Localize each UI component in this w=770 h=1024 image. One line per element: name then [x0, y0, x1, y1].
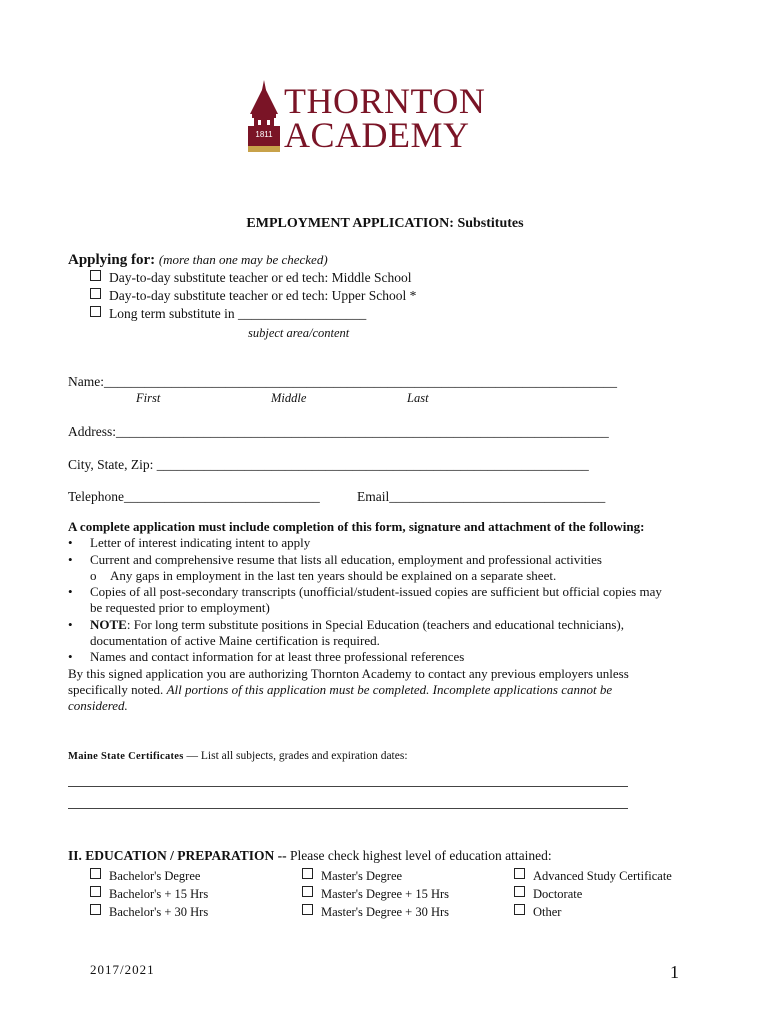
certificates-label [68, 750, 408, 762]
city-state-zip-field[interactable]: City, State, Zip: ________________________________________________________________ [68, 457, 589, 472]
requirement-subitem: o Any gaps in employment in the last ten years should be explained on a separate sheet. [90, 567, 557, 583]
edu-option[interactable]: Bachelor's Degree [90, 868, 200, 884]
thornton-academy-logo [246, 80, 496, 158]
address-field[interactable]: Address:_________________________________________________________________________ [68, 424, 609, 439]
logo-line-2: ACADEMY [284, 115, 470, 155]
applying-for-heading [68, 252, 328, 269]
option-label: Long term substitute in ___________________ [109, 306, 367, 321]
education-heading: II. EDUCATION / PREPARATION -- Please check highest level of education attained: [68, 848, 552, 863]
checkbox-icon[interactable] [90, 904, 101, 915]
authorization-text: By this signed application you are authorizing Thornton Academy to contact any previous employers unless specifically noted. All portions of this application must be completed. Incomplete applications cannot be considered. [68, 665, 629, 714]
certificates-line-2[interactable] [68, 808, 628, 810]
edu-option[interactable]: Advanced Study Certificate [514, 868, 672, 884]
page-number: 1 [670, 962, 679, 982]
name-field[interactable]: Name:____________________________________________________________________________ [68, 374, 617, 389]
checkbox-icon[interactable] [90, 288, 101, 299]
email-field[interactable]: Email________________________________ [357, 489, 606, 504]
page-title: EMPLOYMENT APPLICATION: Substitutes [246, 216, 524, 231]
telephone-field[interactable]: Telephone_____________________________ [68, 489, 320, 504]
name-middle-caption: Middle [271, 391, 307, 405]
checkbox-icon[interactable] [90, 306, 101, 317]
requirement-item: • NOTE: For long term substitute positions in Special Education (teachers and educational technicians), documentation of active Maine certification is required. [68, 616, 624, 649]
certificates-line-1[interactable] [68, 786, 628, 788]
requirement-item: • Current and comprehensive resume that lists all education, employment and professional activities [68, 551, 602, 567]
certificates-instruction: — List all subjects, grades and expiration dates: [183, 750, 408, 762]
option-long-term[interactable] [90, 306, 366, 322]
option-middle-school[interactable] [90, 270, 412, 286]
subject-area-caption: subject area/content [248, 326, 350, 340]
checkbox-icon[interactable] [90, 270, 101, 281]
checkbox-icon[interactable] [514, 868, 525, 879]
logo-line-1: THORNTON [284, 81, 486, 121]
checkbox-icon[interactable] [302, 868, 313, 879]
requirement-item: • Copies of all post-secondary transcripts (unofficial/student-issued copies are sufficient but official copies may be requested prior to employment) [68, 584, 662, 616]
edu-option[interactable]: Doctorate [514, 886, 582, 902]
footer-year: 2017/2021 [90, 962, 155, 977]
edu-option[interactable]: Bachelor's + 30 Hrs [90, 904, 208, 920]
checkbox-icon[interactable] [302, 904, 313, 915]
option-label: Day-to-day substitute teacher or ed tech: Upper School * [109, 288, 417, 303]
checkbox-icon[interactable] [514, 904, 525, 915]
option-upper-school[interactable] [90, 288, 416, 304]
applying-for-note: (more than one may be checked) [158, 252, 328, 267]
logo-year: 1811 [255, 130, 273, 139]
requirements-section [68, 519, 668, 715]
name-last-caption: Last [407, 391, 429, 405]
checkbox-icon[interactable] [90, 886, 101, 897]
edu-option[interactable]: Master's Degree + 30 Hrs [302, 904, 449, 920]
applying-for-label: Applying for: [68, 252, 156, 268]
name-first-caption: First [136, 391, 161, 405]
clock-tower-icon [246, 80, 282, 156]
requirement-item: • Letter of interest indicating intent to apply [68, 535, 311, 551]
requirement-item: • Names and contact information for at least three professional references [68, 649, 465, 665]
edu-option[interactable]: Bachelor's + 15 Hrs [90, 886, 208, 902]
checkbox-icon[interactable] [514, 886, 525, 897]
checkbox-icon[interactable] [302, 886, 313, 897]
edu-option[interactable]: Master's Degree + 15 Hrs [302, 886, 449, 902]
edu-option[interactable]: Other [514, 904, 561, 920]
requirements-intro: A complete application must include completion of this form, signature and attachment of the following: [68, 519, 645, 534]
option-label: Day-to-day substitute teacher or ed tech: Middle School [109, 270, 412, 285]
checkbox-icon[interactable] [90, 868, 101, 879]
certificates-title: Maine State Certificates [68, 751, 184, 762]
edu-option[interactable]: Master's Degree [302, 868, 402, 884]
